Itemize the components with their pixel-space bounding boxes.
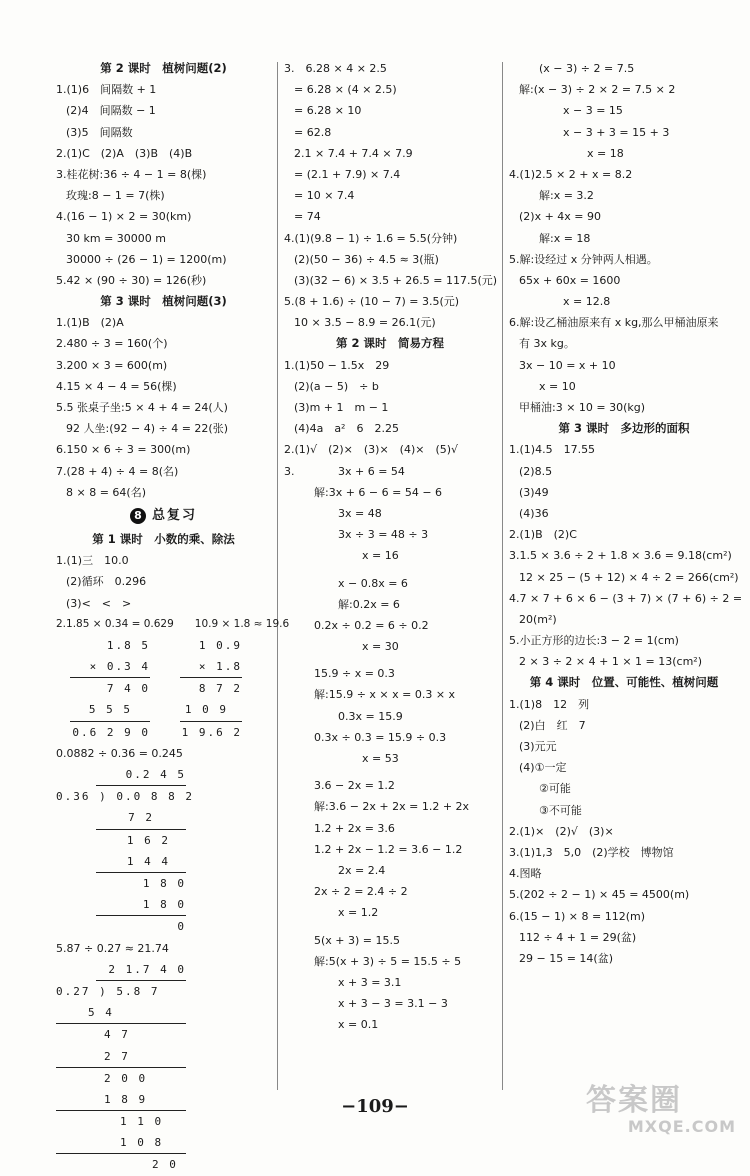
answer-line: (2)4 间隔数 − 1 [66,104,156,118]
answer-line: 解:5(x + 3) ÷ 5 = 15.5 ÷ 5 [314,954,462,968]
answer-line: 30 km = 30000 m [66,231,166,245]
answer-line: (2)x + 4x = 90 [519,210,602,224]
answer-line: 4.图略 [509,867,542,881]
calc-row: 1 0 9 [180,699,242,721]
answer-line: 4.(1)2.5 × 2 + x = 8.2 [509,167,633,181]
answer-line: 3. 6.28 × 4 × 2.5 [284,62,387,75]
calc-row: 1 0 8 [56,1132,186,1154]
long-division-1 [56,764,194,938]
answer-line: 解:3.6 − 2x + 2x = 1.2 + 2x [314,800,470,814]
calc-row: 1 6 2 [126,833,170,847]
column-divider [502,62,503,1090]
unit-title: 总复习 [151,507,197,523]
section-title: 第 2 课时 简易方程 [335,336,444,351]
column-left [56,58,290,1176]
multiplication-1 [70,635,150,743]
answer-line: x + 3 − 3 = 3.1 − 3 [338,997,448,1011]
calc-row: 1 8 9 [56,1089,186,1111]
answer-line: = 62.8 [294,125,332,139]
answer-line: 5.5 张桌子坐:5 × 4 + 4 = 24(人) [56,401,228,414]
answer-line: (3)5 间隔数 [66,125,133,139]
unit-heading [56,503,271,529]
answer-line: (4)4a a² 6 2.25 [294,422,399,436]
answer-line: 解:x = 3.2 [539,189,594,203]
answer-line: 0.0882 ÷ 0.36 = 0.245 [56,746,183,760]
answer-line: 1.(1)4.5 17.55 [509,443,596,457]
calc-row: 0.36 ) 0.0 8 8 2 [56,790,194,804]
calc-row: 7 2 [96,807,186,829]
answer-line: 解:3x + 6 − 6 = 54 − 6 [314,485,443,499]
answer-line: 0.3x ÷ 0.3 = 15.9 ÷ 0.3 [314,730,447,744]
section-title: 第 3 课时 植树问题(3) [100,294,227,309]
answer-line: = (2.1 + 7.9) × 7.4 [294,167,401,181]
unit-number-badge: 8 [130,508,146,524]
answer-line: 玫瑰:8 − 1 = 7(株) [66,189,165,203]
answer-line: 4.7 × 7 + 6 × 6 − (3 + 7) × (7 + 6) ÷ 2 = [509,591,743,605]
answer-line: x = 16 [362,549,399,563]
answer-line: 15.9 ÷ x = 0.3 [314,667,395,681]
calc-row: 1 8 0 [96,894,186,916]
answer-line: 1.2 + 2x − 1.2 = 3.6 − 1.2 [314,842,463,856]
calc-row: 2 7 [56,1046,186,1068]
calc-row: 8 7 2 [198,682,242,696]
page-number: −109− [341,1096,409,1117]
answer-line: (3)元元 [519,740,557,753]
answer-line: 3.200 × 3 = 600(m) [56,358,168,372]
answer-line: x = 18 [587,146,624,160]
answer-line: 3.(1)1,3 5,0 (2)学校 博物馆 [509,845,674,859]
answer-line: (2)循环 0.29̇6̇ [66,575,147,589]
answer-line: 112 ÷ 4 + 1 = 29(盆) [519,930,637,944]
answer-line: 2x = 2.4 [338,863,386,877]
calc-row: 0.6 2 9 0 [72,725,150,739]
vertical-multiplications [56,635,271,743]
question-number: 3. [284,464,295,478]
answer-line: 0.3x = 15.9 [338,709,403,723]
section-title: 第 2 课时 植树问题(2) [100,61,227,75]
answer-line: 3x = 48 [338,506,382,520]
answer-line: 5.(8 + 1.6) ÷ (10 − 7) = 3.5(元) [284,295,460,309]
calc-row: 1 4 4 [96,851,186,873]
calc-row: 2 0 [152,1158,178,1172]
answer-line: 5.42 × (90 ÷ 30) = 126(秒) [56,273,207,287]
answer-line: 2.(1)B (2)C [509,528,577,542]
answer-line: 0.2x ÷ 0.2 = 6 ÷ 0.2 [314,618,429,632]
calc-row: 0 [177,920,186,934]
section-title: 第 1 课时 小数的乘、除法 [92,531,235,546]
long-division-2 [56,959,186,1176]
answer-line: 3.1.5 × 3.6 ÷ 2 + 1.8 × 3.6 = 9.18(cm²) [509,549,732,563]
watermark-url: MXQE.COM [627,1117,736,1136]
answer-line: 甲桶油:3 × 10 = 30(kg) [519,401,646,414]
answer-line: (2)白 红 7 [519,718,586,732]
answer-line: 2.(1)C (2)A (3)B (4)B [56,146,193,160]
watermark-logo [586,1084,736,1142]
answer-line: 解:15.9 ÷ x × x = 0.3 × x [314,688,456,702]
answer-line: 7.(28 + 4) ÷ 4 = 8(名) [56,464,179,478]
section-title: 第 3 课时 多边形的面积 [558,421,690,436]
answer-line: 8 × 8 = 64(名) [66,485,146,499]
answer-line: 5.87 ÷ 0.27 ≈ 21.74 [56,941,169,955]
answer-line: (3)m + 1 m − 1 [294,401,389,414]
answer-line: 4.(16 − 1) × 2 = 30(km) [56,210,192,224]
answer-line: 2.(1)× (2)√ (3)× [509,824,614,838]
answer-line: 3.桂花树:36 ÷ 4 − 1 = 8(棵) [56,167,207,181]
answer-line: 5.解:设经过 x 分钟两人相遇。 [509,252,658,266]
answer-line: = 6.28 × (4 × 2.5) [294,83,397,97]
answer-line: (2)8.5 [519,464,553,478]
calc-row: 7 4 0 [106,682,150,696]
answer-line: (4)36 [519,506,549,520]
answer-line: (3)49 [519,485,549,499]
answer-line: x = 30 [362,640,399,654]
answer-line: 3x ÷ 3 = 48 ÷ 3 [338,528,429,542]
answer-line: ②可能 [539,782,571,796]
calc-row: 4 7 [104,1028,130,1042]
answer-line: x − 3 = 15 [563,104,623,118]
answer-line: 5.(202 ÷ 2 − 1) × 45 = 4500(m) [509,888,690,902]
answer-line: 3.6 − 2x = 1.2 [314,779,395,793]
answer-line: (4)①一定 [519,761,567,775]
answer-line: 12 × 25 − (5 + 12) × 4 ÷ 2 = 266(cm²) [519,570,739,584]
calc-row: 1 0.9 [198,638,242,652]
answer-line: x = 0.1 [338,1018,379,1032]
answer-line: 6.(15 − 1) × 8 = 112(m) [509,909,645,923]
answer-line: = 6.28 × 10 [294,104,362,118]
multiplication-2 [180,635,242,743]
calc-row: 0.2 4 5 [96,764,186,786]
answer-line: 20(m²) [519,612,557,626]
answer-line: 6.150 × 6 ÷ 3 = 300(m) [56,443,191,457]
answer-line: x = 1.2 [338,906,379,920]
calc-row: × 1.8 [180,656,242,678]
answer-line: 2.(1)√ (2)× (3)× (4)× (5)√ [284,443,459,457]
answer-line: 1.(1)6 间隔数 + 1 [56,83,157,97]
column-middle [284,58,496,1035]
answer-line: 有 3x kg。 [519,337,575,351]
calc-row: 5 5 5 [70,699,150,721]
answer-line: x + 3 = 3.1 [338,975,402,989]
answer-line: 解:x = 18 [539,231,591,245]
answer-line: 5(x + 3) = 15.5 [314,933,401,947]
watermark-text: 答案圈 [586,1083,682,1118]
answer-line: 3x − 10 = x + 10 [519,358,616,372]
answer-line: = 10 × 7.4 [294,189,355,203]
calc-row: 1.8 5 [106,638,150,652]
answer-line: 1.(1)50 − 1.5x 29 [284,358,390,372]
answer-line: x = 53 [362,752,399,765]
column-divider [277,62,278,1090]
answer-line: 10 × 3.5 − 8.9 = 26.1(元) [294,316,436,330]
answer-line: 2x ÷ 2 = 2.4 ÷ 2 [314,885,408,899]
answer-line: 2.480 ÷ 3 = 160(个) [56,337,168,351]
answer-line: 2.1.85 × 0.34 = 0.629 10.9 × 1.8 ≈ 19.6 [56,617,290,630]
answer-line: x − 3 + 3 = 15 + 3 [563,125,670,139]
answer-line: 65x + 60x = 1600 [519,273,621,287]
answer-line: ③不可能 [539,803,582,817]
answer-line: 4.15 × 4 − 4 = 56(棵) [56,379,177,393]
answer-line: 4.(1)(9.8 − 1) ÷ 1.6 = 5.5(分钟) [284,231,458,245]
answer-line: x = 10 [539,379,576,393]
calc-row: 0.27 ) 5.8 7 [56,984,160,998]
answer-line: x − 0.8x = 6 [338,576,408,590]
answer-line: 解:0.2x = 6 [338,597,400,611]
answer-line: 1.2 + 2x = 3.6 [314,821,395,835]
answer-line: (3)(32 − 6) × 3.5 + 26.5 = 117.5(元) [294,273,498,287]
answer-line: (3)< < > [66,596,132,610]
column-right [509,58,743,969]
calc-row: 5 4 [56,1002,186,1024]
answer-line: 30000 ÷ (26 − 1) = 1200(m) [66,252,227,266]
answer-line: 1.(1)B (2)A [56,316,124,330]
calc-row: 1 9.6 2 [181,725,242,739]
answer-line: 6.解:设乙桶油原来有 x kg,那么甲桶油原来 [509,316,719,330]
answer-line: (x − 3) ÷ 2 = 7.5 [539,62,635,75]
calc-row: × 0.3 4 [70,656,150,678]
answer-line: 2 × 3 ÷ 2 × 4 + 1 × 1 = 13(cm²) [519,655,703,669]
answer-line: = 74 [294,210,321,224]
calc-row: 1 8 0 [142,877,186,890]
calc-row: 2 0 0 [104,1071,148,1085]
answer-line: (2)(a − 5) ÷ b [294,379,379,393]
calc-row: 1 1 0 [120,1115,164,1129]
section-title: 第 4 课时 位置、可能性、植树问题 [529,675,719,690]
answer-line: 1.(1)三 10.0 [56,554,129,568]
equation: 3x + 6 = 54 [338,464,405,478]
answer-line: (2)(50 − 36) ÷ 4.5 ≈ 3(瓶) [294,252,439,266]
answer-line: x = 12.8 [563,295,611,309]
answer-line: 29 − 15 = 14(盆) [519,951,613,965]
answer-line [284,461,496,482]
answer-line: 1.(1)8 12 列 [509,697,590,711]
answer-line: 92 人坐:(92 − 4) ÷ 4 = 22(张) [66,422,228,436]
calc-row: 2 1.7 4 0 [96,959,186,981]
answer-line: 2.1 × 7.4 + 7.4 × 7.9 [294,146,413,160]
answer-line: 5.小正方形的边长:3 − 2 = 1(cm) [509,634,679,648]
answer-line: 解:(x − 3) ÷ 2 × 2 = 7.5 × 2 [519,83,676,97]
